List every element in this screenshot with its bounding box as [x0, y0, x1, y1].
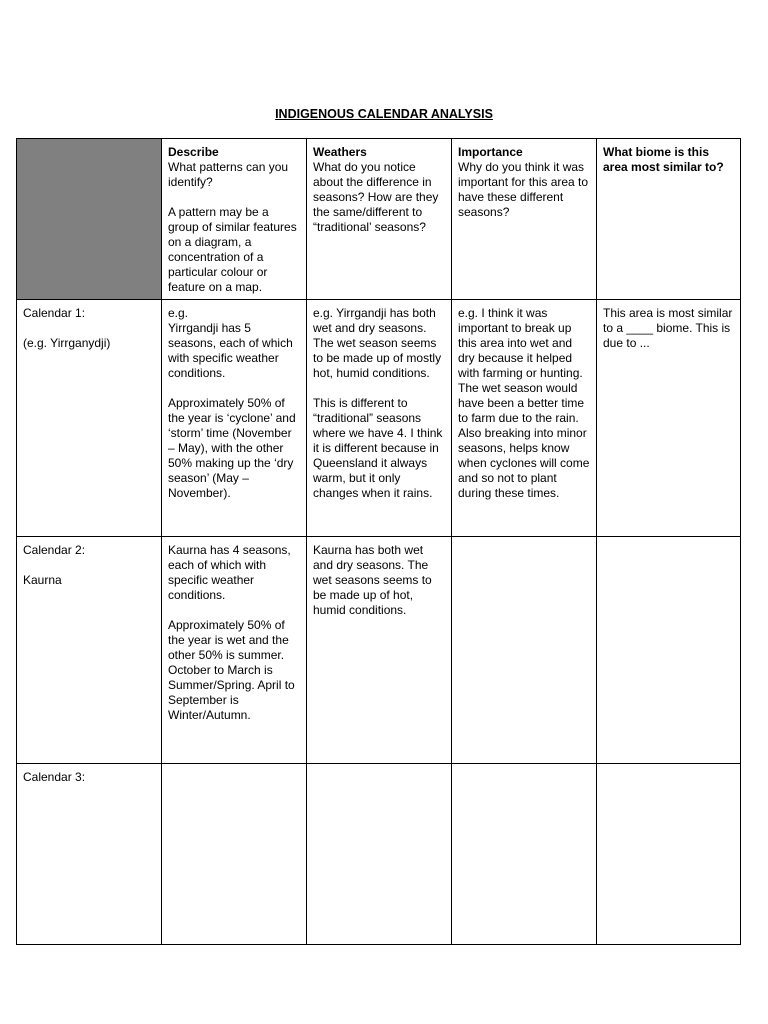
importance-cell[interactable] — [452, 537, 597, 764]
header-importance-title: Importance — [458, 145, 523, 159]
importance-text: e.g. I think it was important to break up this area into wet and dry because it helped with farming or hunting. The wet season would have been a better time to farm due to the rain. Also breaking into minor seasons, helps know when cyclones will come and so not to plant during these times. — [458, 306, 590, 500]
biome-cell[interactable] — [597, 300, 741, 537]
row-label-cell — [17, 764, 162, 945]
header-importance — [452, 139, 597, 300]
row-label-cell — [17, 300, 162, 537]
biome-cell[interactable] — [597, 537, 741, 764]
row-label: Calendar 3: — [23, 770, 86, 784]
table-row — [17, 300, 741, 537]
header-weathers — [307, 139, 452, 300]
describe-cell[interactable] — [162, 300, 307, 537]
row-sublabel: Kaurna — [23, 573, 62, 587]
table-row — [17, 764, 741, 945]
header-biome-title: What biome is this area most similar to? — [603, 145, 724, 174]
importance-cell[interactable] — [452, 764, 597, 945]
weathers-cell[interactable] — [307, 537, 452, 764]
describe-text: e.g. Yirrgandji has 5 seasons, each of which with specific weather conditions. — [168, 306, 293, 380]
table-row — [17, 537, 741, 764]
biome-cell[interactable] — [597, 764, 741, 945]
corner-cell — [17, 139, 162, 300]
describe-cell[interactable] — [162, 537, 307, 764]
describe-text: Kaurna has 4 seasons, each of which with specific weather conditions. — [168, 543, 291, 602]
describe-cell[interactable] — [162, 764, 307, 945]
header-weathers-title: Weathers — [313, 145, 367, 159]
weathers-text: Kaurna has both wet and dry seasons. The wet seasons seems to be made up of hot, humid conditions. — [313, 543, 432, 617]
importance-cell[interactable] — [452, 300, 597, 537]
row-sublabel: (e.g. Yirrganydji) — [23, 336, 111, 350]
row-label: Calendar 2: — [23, 543, 86, 557]
header-row — [17, 139, 741, 300]
row-label: Calendar 1: — [23, 306, 86, 320]
header-weathers-question: What do you notice about the difference in seasons? How are they the same/different to “traditional’ seasons? — [313, 160, 439, 234]
header-describe-title: Describe — [168, 145, 219, 159]
page-title: INDIGENOUS CALENDAR ANALYSIS — [275, 107, 493, 121]
row-label-cell — [17, 537, 162, 764]
header-describe-question: What patterns can you identify? — [168, 160, 289, 189]
weathers-text: e.g. Yirrgandji has both wet and dry seasons. The wet season seems to be made up of mostly hot, humid conditions. — [313, 306, 442, 380]
header-describe — [162, 139, 307, 300]
header-importance-question: Why do you think it was important for this area to have these different seasons? — [458, 160, 589, 219]
describe-text: Approximately 50% of the year is ‘cyclone’ and ‘storm’ time (November – May), with the other 50% making up the ‘dry season’ (May – November). — [168, 396, 296, 500]
analysis-table — [16, 138, 741, 945]
header-describe-note: A pattern may be a group of similar features on a diagram, a concentration of a particular colour or feature on a map. — [168, 205, 297, 294]
weathers-cell[interactable] — [307, 764, 452, 945]
weathers-text: This is different to “traditional” seasons where we have 4. I think it is different because in Queensland it always warm, but it only changes when it rains. — [313, 396, 443, 500]
header-biome — [597, 139, 741, 300]
weathers-cell[interactable] — [307, 300, 452, 537]
describe-text: Approximately 50% of the year is wet and the other 50% is summer. October to March is Summer/Spring. April to September is Winter/Autumn. — [168, 618, 295, 722]
biome-text: This area is most similar to a ____ biome. This is due to ... — [603, 306, 733, 350]
